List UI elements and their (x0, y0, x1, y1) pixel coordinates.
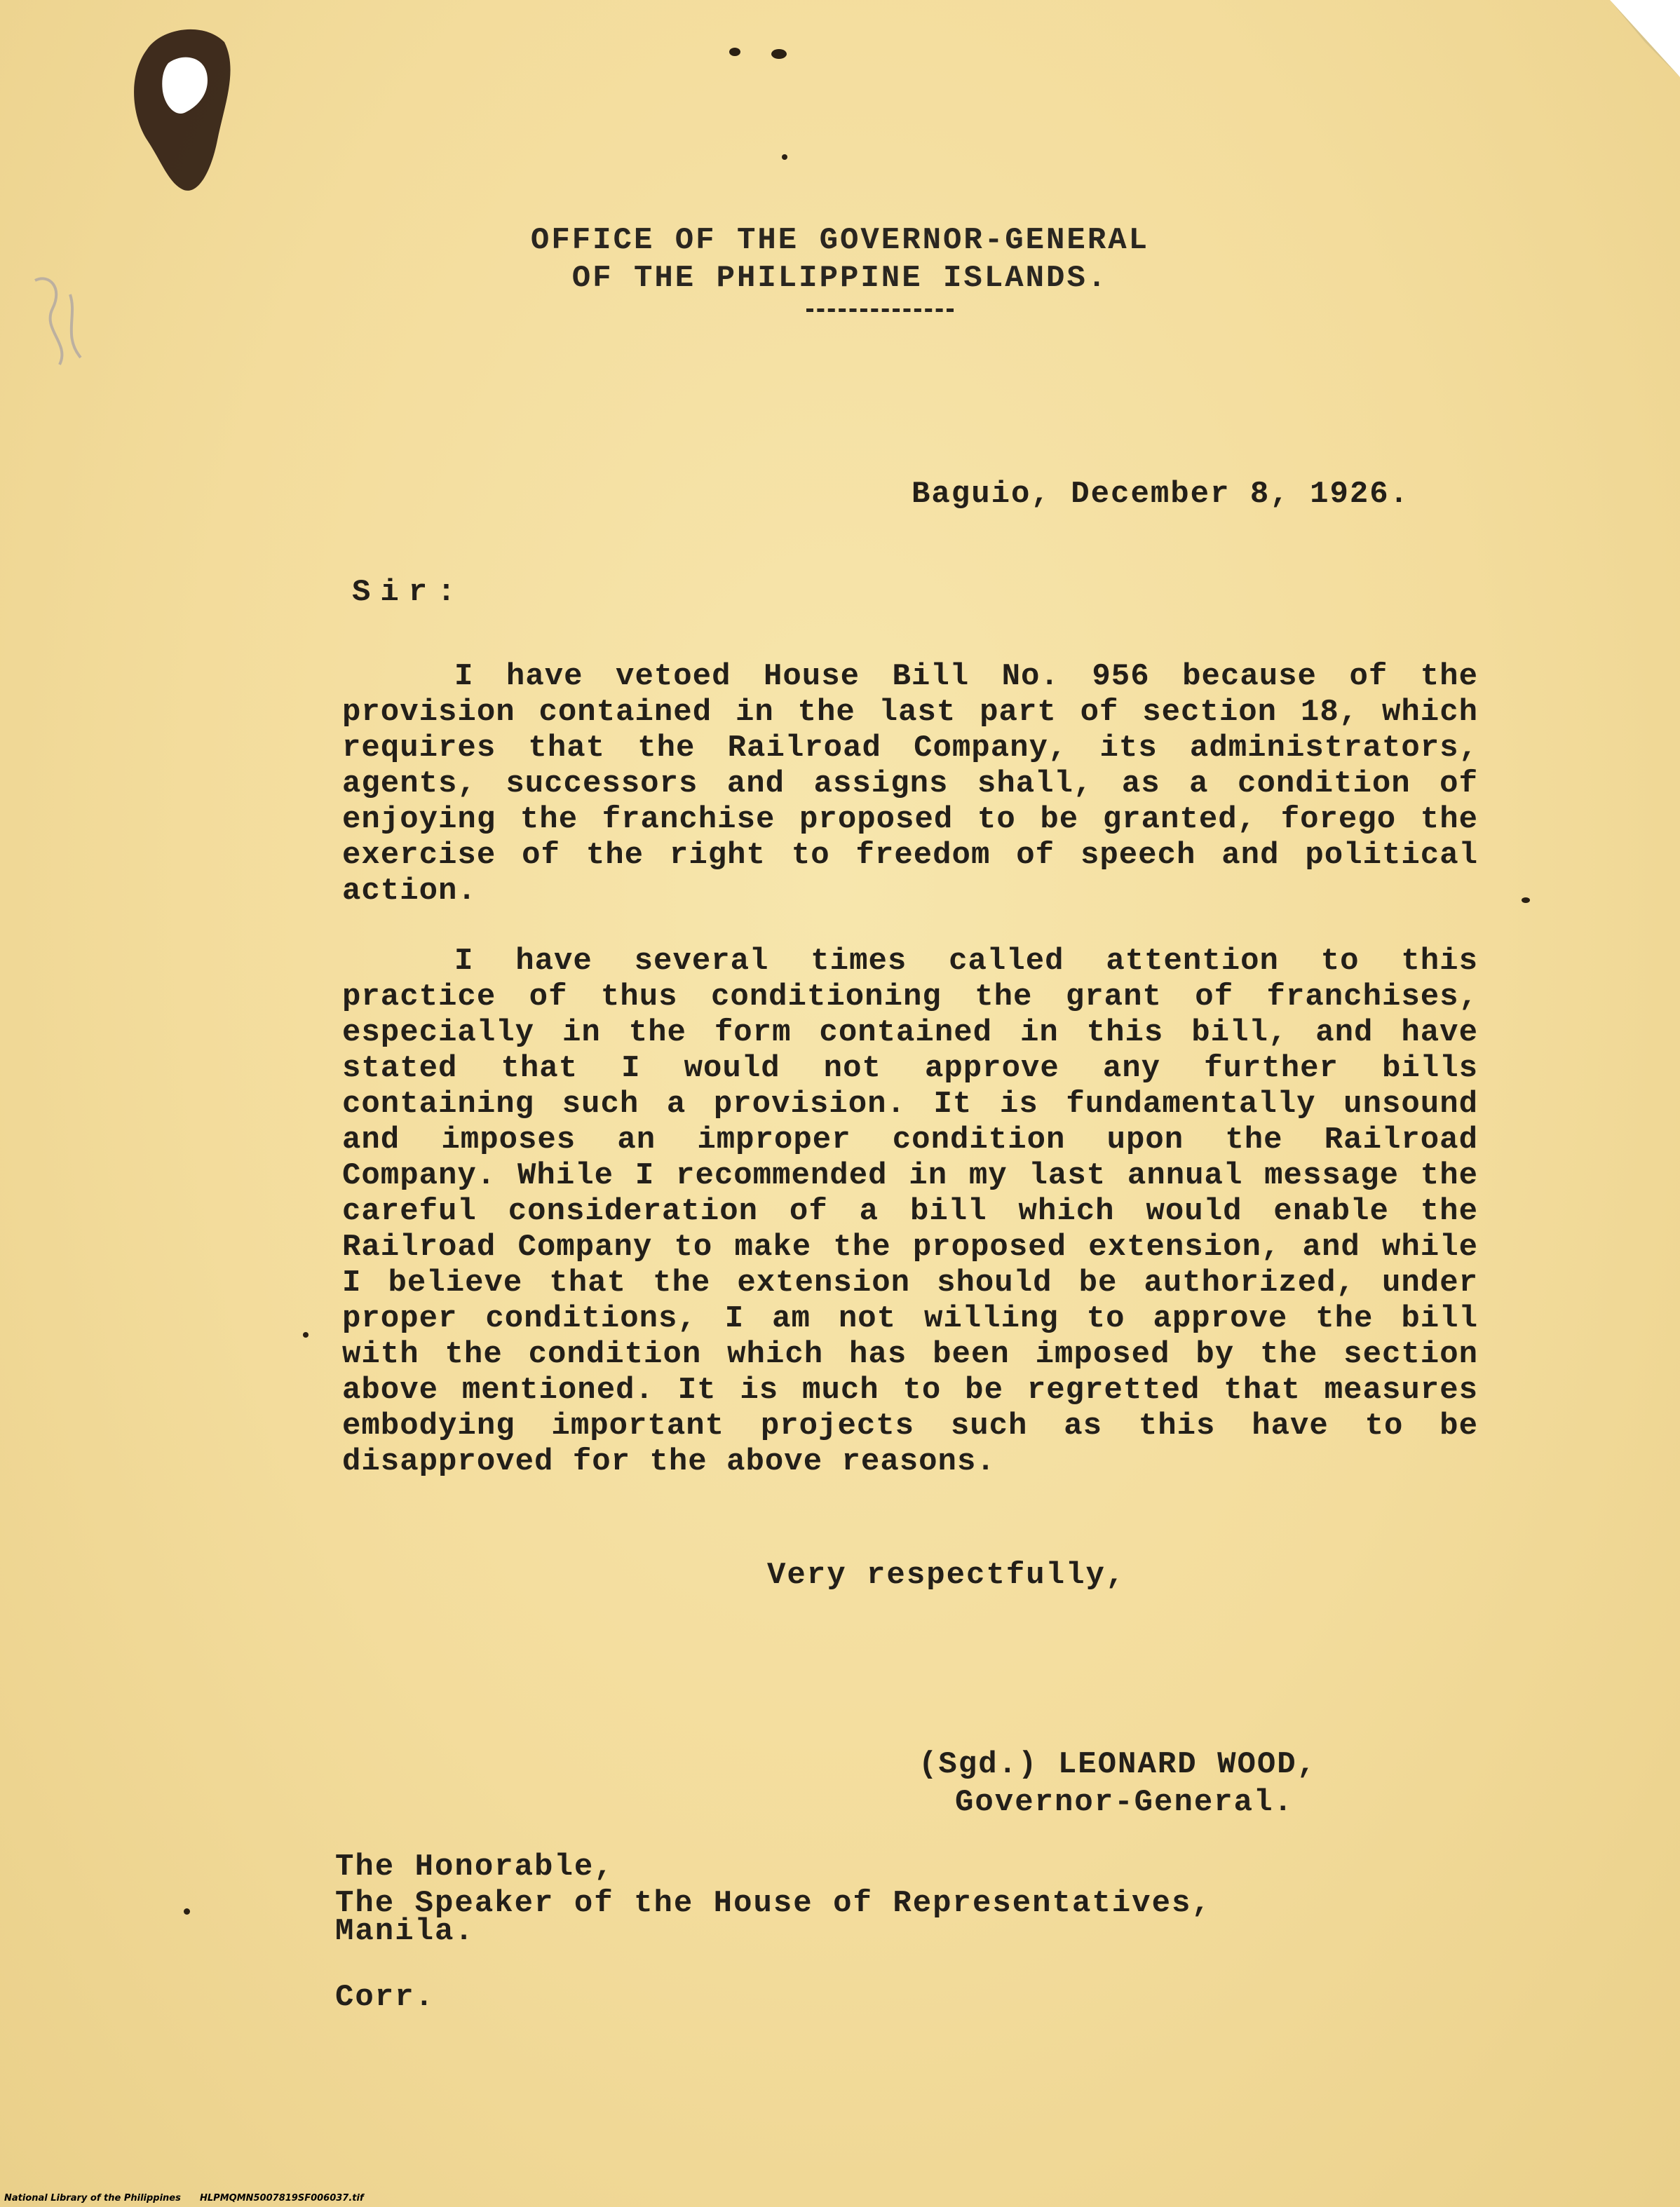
addressee-line-1: The Honorable, (335, 1849, 614, 1885)
archive-footer (4, 2193, 364, 2203)
ink-speck (1522, 897, 1530, 903)
footer-file-id: HLPMQMN5007819SF006037.tif (200, 2193, 364, 2203)
addressee-line-3: Manila. (335, 1914, 475, 1949)
ink-speck (729, 48, 740, 56)
burn-mark-icon (119, 21, 238, 196)
salutation: Sir: (352, 575, 466, 610)
body-paragraph-2: I have several times called attention to this practice of thus conditioning the grant of franchises, especially in the form contained in this bill, and have stated that I would not approve any further bills containing such a provision. It is fundamentally unsound and imposes an improper condition upon the Railroad Company. While I recommended in my last annual message the careful consideration of a bill which would enable the Railroad Company to make the proposed extension, and while I believe that the extension should be authorized, under proper conditions, I am not willing to approve the bill with the condition which has been imposed by the section above mentioned. It is much to be regretted that measures embodying important projects such as this have to be disapproved for the above reasons. (342, 944, 1478, 1479)
typist-initials: Corr. (335, 1980, 435, 2015)
ink-speck (771, 49, 787, 59)
ink-speck (782, 154, 787, 160)
ink-speck (303, 1332, 309, 1338)
date-line: Baguio, December 8, 1926. (912, 477, 1410, 512)
letterhead-rule (806, 308, 954, 312)
addressee-line-2: The Speaker of the House of Representatives, (335, 1886, 1212, 1921)
letterhead-line-1: OFFICE OF THE GOVERNOR-GENERAL (530, 223, 1150, 258)
ink-speck (184, 1908, 190, 1915)
signature-name: (Sgd.) LEONARD WOOD, (919, 1747, 1317, 1782)
body-paragraph-1: I have vetoed House Bill No. 956 because of the provision contained in the last part of section 18, which requires that the Railroad Company, its administrators, agents, successors and assigns shall, as a condition of enjoying the franchise proposed to be granted, forego the exercise of the right to freedom of speech and political action. (342, 659, 1478, 909)
footer-institution: National Library of the Philippines (4, 2193, 181, 2203)
corner-fold-icon (1596, 0, 1680, 84)
closing: Very respectfully, (767, 1558, 1126, 1593)
letterhead-line-2: OF THE PHILIPPINE ISLANDS. (571, 261, 1109, 296)
signature-title: Governor-General. (955, 1785, 1294, 1820)
